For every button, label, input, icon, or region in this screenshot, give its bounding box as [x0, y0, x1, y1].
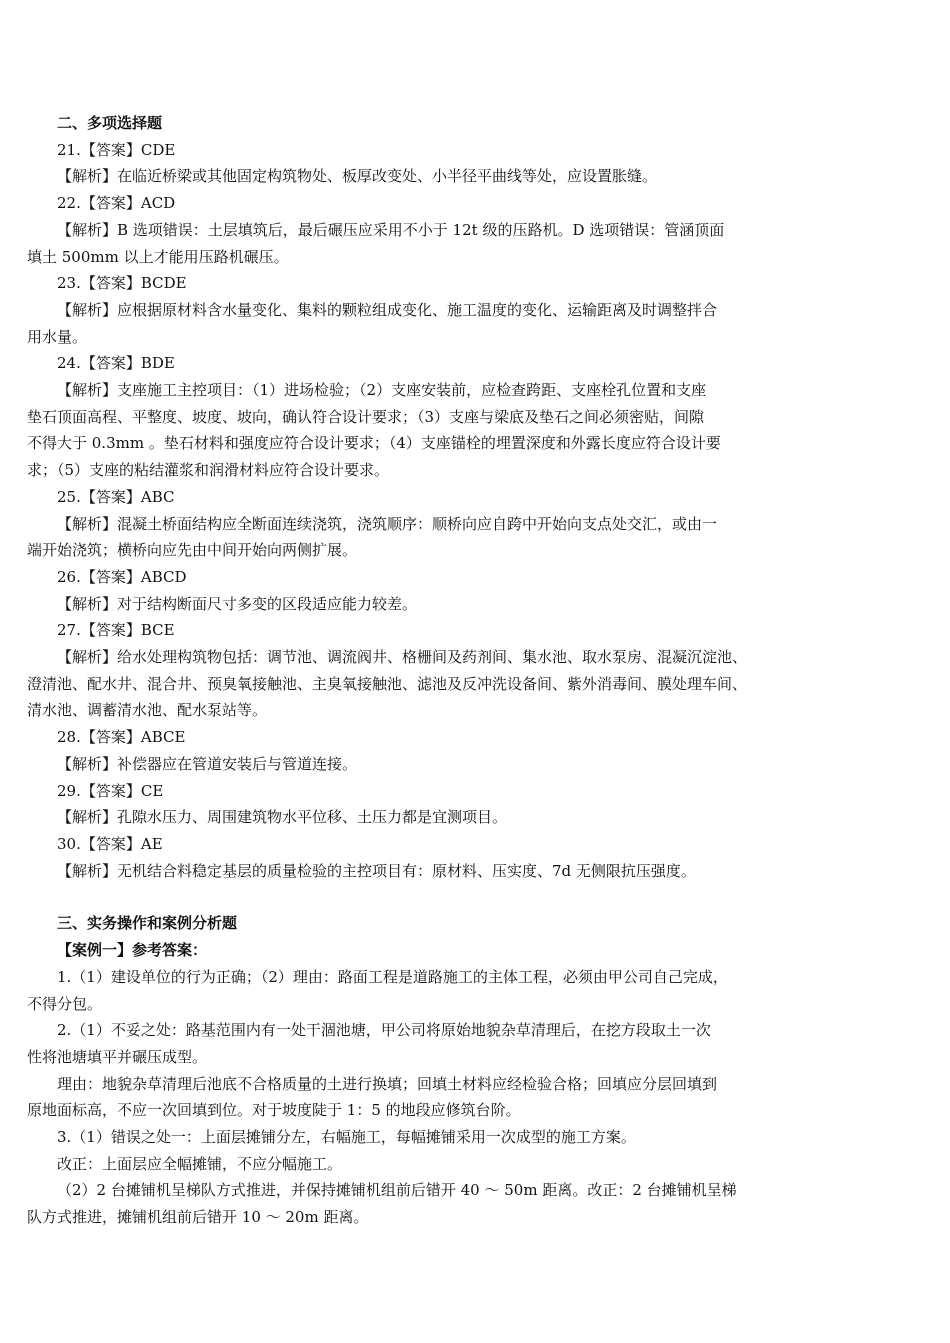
answer-q29: 29.【答案】CE — [57, 781, 164, 800]
analysis-q25-line1: 【解析】混凝土桥面结构应全断面连续浇筑，浇筑顺序：顺桥向应自跨中开始向支点处交汇，或由一 — [57, 514, 718, 533]
section-title-case-analysis: 三、实务操作和案例分析题 — [57, 914, 238, 933]
section-title-multiple-choice: 二、多项选择题 — [57, 114, 163, 132]
answer-q23: 23.【答案】BCDE — [57, 274, 187, 293]
analysis-q22-line1: 【解析】B 选项错误：土层填筑后，最后碾压应采用不小于 12t 级的压路机。D 选项错误：管涵顶面 — [57, 220, 725, 239]
case1-item3-correction: 改正：上面层应全幅摊铺，不应分幅施工。 — [57, 1154, 343, 1173]
analysis-q27-line3: 清水池、调蓄清水池、配水泵站等。 — [27, 701, 268, 720]
answer-q22: 22.【答案】ACD — [57, 194, 176, 213]
analysis-q29: 【解析】孔隙水压力、周围建筑物水平位移、土压力都是宜测项目。 — [57, 808, 508, 827]
section-spacer — [27, 884, 767, 910]
answer-q27: 27.【答案】BCE — [57, 621, 175, 640]
case1-item2-line1: 2.（1）不妥之处：路基范围内有一处干涸池塘，甲公司将原始地貌杂草清理后，在挖方段取土一次 — [57, 1021, 711, 1040]
analysis-q28: 【解析】补偿器应在管道安装后与管道连接。 — [57, 754, 358, 773]
document-body — [27, 110, 767, 1231]
case1-item3-line1: 3.（1）错误之处一：上面层摊铺分左，右幅施工，每幅摊铺采用一次成型的施工方案。 — [57, 1128, 636, 1147]
analysis-q25-line2: 端开始浇筑；横桥向应先由中间开始向两侧扩展。 — [27, 541, 358, 560]
answer-q30: 30.【答案】AE — [57, 834, 163, 853]
analysis-q24-line4: 求；（5）支座的粘结灌浆和润滑材料应符合设计要求。 — [27, 461, 390, 480]
analysis-q24-line1: 【解析】支座施工主控项目：（1）进场检验；（2）支座安装前，应检查跨距、支座栓孔位置和支座 — [57, 381, 707, 400]
analysis-q24-line2: 垫石顶面高程、平整度、坡度、坡向，确认符合设计要求；（3）支座与梁底及垫石之间必须密贴，间隙 — [27, 407, 705, 426]
analysis-q23-line1: 【解析】应根据原材料含水量变化、集料的颗粒组成变化、施工温度的变化、运输距离及时调整拌合 — [57, 300, 718, 319]
analysis-q26: 【解析】对于结构断面尺寸多变的区段适应能力较差。 — [57, 594, 418, 613]
analysis-q24-line3: 不得大于 0.3mm 。垫石材料和强度应符合设计要求；（4）支座锚栓的埋置深度和外露长度应符合设计要 — [27, 434, 721, 453]
case1-item1-line1: 1.（1）建设单位的行为正确；（2）理由：路面工程是道路施工的主体工程，必须由甲公司自己完成， — [57, 967, 728, 986]
answer-q28: 28.【答案】ABCE — [57, 728, 186, 747]
case1-item2-reason-line2: 原地面标高，不应一次回填到位。对于坡度陡于 1：5 的地段应修筑台阶。 — [27, 1101, 521, 1120]
analysis-q27-line1: 【解析】给水处理构筑物包括：调节池、调流阀井、格栅间及药剂间、集水池、取水泵房、混凝沉淀池、 — [57, 648, 748, 667]
analysis-q21: 【解析】在临近桥梁或其他固定构筑物处、板厚改变处、小半径平曲线等处，应设置胀缝。 — [57, 167, 658, 186]
answer-q21: 21.【答案】CDE — [57, 140, 176, 159]
case1-item3-part2-line2: 队方式推进，摊铺机组前后错开 10 ～ 20m 距离。 — [27, 1208, 369, 1227]
case1-title: 【案例一】参考答案： — [57, 941, 208, 960]
analysis-q22-line2: 填土 500mm 以上才能用压路机碾压。 — [27, 247, 289, 266]
answer-q24: 24.【答案】BDE — [57, 354, 175, 373]
analysis-q30: 【解析】无机结合料稳定基层的质量检验的主控项目有：原材料、压实度、7d 无侧限抗压强度。 — [57, 861, 696, 880]
case1-item3-part2-line1: （2）2 台摊铺机呈梯队方式推进，并保持摊铺机组前后错开 40 ～ 50m 距离。改正：2 台摊铺机呈梯 — [57, 1181, 737, 1200]
case1-item2-line2: 性将池塘填平并碾压成型。 — [27, 1047, 208, 1066]
case1-item2-reason-line1: 理由：地貌杂草清理后池底不合格质量的土进行换填；回填土材料应经检验合格；回填应分层回填到 — [57, 1074, 718, 1093]
answer-q25: 25.【答案】ABC — [57, 487, 175, 506]
case1-item1-line2: 不得分包。 — [27, 994, 103, 1013]
analysis-q23-line2: 用水量。 — [27, 327, 88, 346]
answer-q26: 26.【答案】ABCD — [57, 567, 187, 586]
analysis-q27-line2: 澄清池、配水井、混合井、预臭氧接触池、主臭氧接触池、滤池及反冲洗设备间、紫外消毒间、膜处理车间、 — [27, 674, 748, 693]
